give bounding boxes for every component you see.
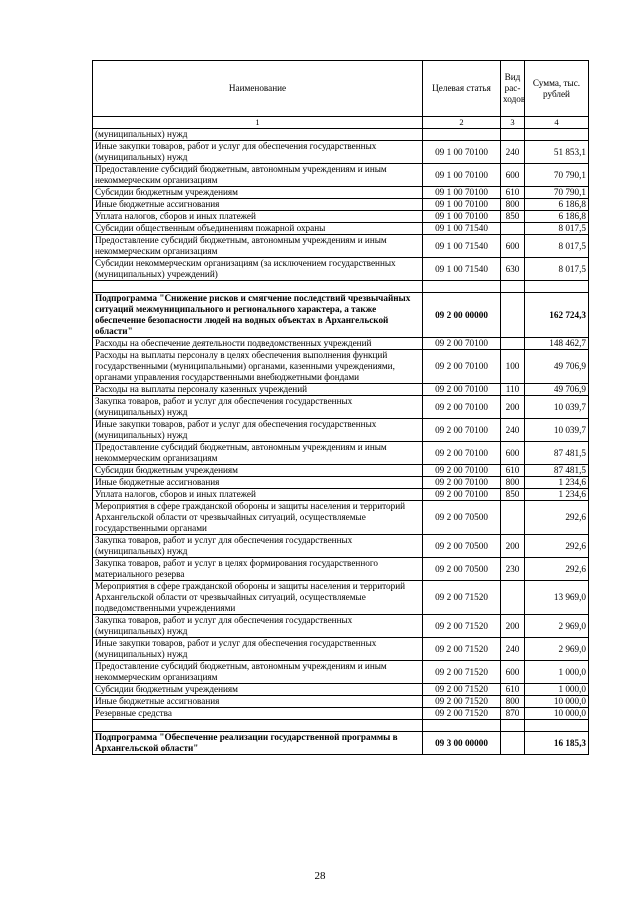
row-sum: 10 039,7 — [525, 396, 589, 419]
row-expense-type: 200 — [501, 615, 525, 638]
row-target-article: 09 1 00 70100 — [423, 187, 501, 199]
row-sum: 8 017,5 — [525, 223, 589, 235]
row-name: Субсидии бюджетным учреждениям — [93, 465, 423, 477]
table-row — [93, 638, 589, 661]
row-expense-type: 200 — [501, 535, 525, 558]
row-expense-type: 870 — [501, 708, 525, 720]
row-target-article: 09 2 00 70100 — [423, 384, 501, 396]
row-target-article: 09 2 00 00000 — [423, 293, 501, 338]
row-sum: 70 790,1 — [525, 164, 589, 187]
table-row — [93, 129, 589, 141]
table-row — [93, 384, 589, 396]
row-expense-type: 600 — [501, 442, 525, 465]
row-target-article: 09 2 00 70500 — [423, 535, 501, 558]
row-expense-type: 240 — [501, 638, 525, 661]
row-target-article: 09 2 00 71520 — [423, 684, 501, 696]
row-target-article: 09 1 00 70100 — [423, 211, 501, 223]
table-row — [93, 558, 589, 581]
row-expense-type — [501, 223, 525, 235]
row-name: Субсидии бюджетным учреждениям — [93, 684, 423, 696]
row-sum: 10 039,7 — [525, 419, 589, 442]
row-expense-type — [501, 281, 525, 293]
row-name — [93, 281, 423, 293]
row-expense-type — [501, 338, 525, 350]
row-name: Расходы на выплаты персоналу казенных учреждений — [93, 384, 423, 396]
row-sum: 292,6 — [525, 558, 589, 581]
row-expense-type: 110 — [501, 384, 525, 396]
table-body — [93, 129, 589, 755]
row-name: Мероприятия в сфере гражданской обороны и защиты населения и территорий Архангельской области от чрезвычайных ситуаций, осуществляемые государственными органами — [93, 501, 423, 535]
row-target-article: 09 1 00 71540 — [423, 258, 501, 281]
row-sum: 162 724,3 — [525, 293, 589, 338]
header-sum: Сумма, тыс. рублей — [525, 61, 589, 117]
row-target-article: 09 2 00 70100 — [423, 489, 501, 501]
table-row — [93, 293, 589, 338]
table-row — [93, 141, 589, 164]
row-name: Иные бюджетные ассигнования — [93, 696, 423, 708]
row-sum: 10 000,0 — [525, 708, 589, 720]
row-target-article: 09 2 00 70500 — [423, 558, 501, 581]
row-target-article — [423, 129, 501, 141]
row-sum — [525, 720, 589, 732]
row-sum: 1 234,6 — [525, 477, 589, 489]
row-name: Расходы на обеспечение деятельности подведомственных учреждений — [93, 338, 423, 350]
row-name: Предоставление субсидий бюджетным, автономным учреждениям и иным некоммерческим организациям — [93, 442, 423, 465]
table-row — [93, 732, 589, 755]
row-expense-type — [501, 732, 525, 755]
row-sum: 70 790,1 — [525, 187, 589, 199]
row-target-article: 09 2 00 71520 — [423, 661, 501, 684]
row-sum: 49 706,9 — [525, 384, 589, 396]
row-expense-type: 200 — [501, 396, 525, 419]
row-name: Подпрограмма "Снижение рисков и смягчение последствий чрезвычайных ситуаций межмуниципального и регионального характера, а также обеспечение безопасности людей на водных объектах в Архангельской области" — [93, 293, 423, 338]
column-number: 4 — [525, 117, 589, 129]
table-row — [93, 281, 589, 293]
row-name: Резервные средства — [93, 708, 423, 720]
row-expense-type: 800 — [501, 477, 525, 489]
row-target-article: 09 2 00 70100 — [423, 442, 501, 465]
row-name: Субсидии некоммерческим организациям (за исключением государственных (муниципальных) учреждений) — [93, 258, 423, 281]
budget-table — [92, 60, 589, 755]
row-expense-type — [501, 501, 525, 535]
row-target-article: 09 2 00 70100 — [423, 338, 501, 350]
row-name: Закупка товаров, работ и услуг для обеспечения государственных (муниципальных) нужд — [93, 615, 423, 638]
row-expense-type: 230 — [501, 558, 525, 581]
row-expense-type: 610 — [501, 187, 525, 199]
row-target-article: 09 2 00 70100 — [423, 477, 501, 489]
table-row — [93, 489, 589, 501]
row-name: Уплата налогов, сборов и иных платежей — [93, 489, 423, 501]
row-target-article: 09 1 00 70100 — [423, 141, 501, 164]
row-sum: 6 186,8 — [525, 211, 589, 223]
row-sum: 13 969,0 — [525, 581, 589, 615]
row-sum: 1 000,0 — [525, 661, 589, 684]
table-row — [93, 199, 589, 211]
row-target-article: 09 2 00 70100 — [423, 396, 501, 419]
row-sum: 148 462,7 — [525, 338, 589, 350]
row-sum: 1 000,0 — [525, 684, 589, 696]
row-target-article: 09 2 00 71520 — [423, 615, 501, 638]
row-target-article: 09 1 00 70100 — [423, 199, 501, 211]
row-sum: 1 234,6 — [525, 489, 589, 501]
row-name: Предоставление субсидий бюджетным, автономным учреждениям и иным некоммерческим организациям — [93, 661, 423, 684]
row-sum: 51 853,1 — [525, 141, 589, 164]
table-row — [93, 501, 589, 535]
row-sum: 292,6 — [525, 535, 589, 558]
table-row — [93, 477, 589, 489]
row-name: Субсидии общественным объединениям пожарной охраны — [93, 223, 423, 235]
table-row — [93, 581, 589, 615]
row-name: Закупка товаров, работ и услуг для обеспечения государственных (муниципальных) нужд — [93, 535, 423, 558]
row-sum: 10 000,0 — [525, 696, 589, 708]
row-sum: 2 969,0 — [525, 615, 589, 638]
table-row — [93, 419, 589, 442]
table-row — [93, 535, 589, 558]
row-target-article: 09 2 00 71520 — [423, 696, 501, 708]
header-name: Наименование — [93, 61, 423, 117]
row-name: Иные бюджетные ассигнования — [93, 199, 423, 211]
row-target-article: 09 2 00 71520 — [423, 708, 501, 720]
row-target-article: 09 2 00 70100 — [423, 419, 501, 442]
table-row — [93, 258, 589, 281]
row-sum: 2 969,0 — [525, 638, 589, 661]
header-target-article: Целевая статья — [423, 61, 501, 117]
row-expense-type: 800 — [501, 696, 525, 708]
table-header-row — [93, 61, 589, 117]
row-name: Закупка товаров, работ и услуг для обеспечения государственных (муниципальных) нужд — [93, 396, 423, 419]
row-name: Подпрограмма "Обеспечение реализации государственной программы в Архангельской области" — [93, 732, 423, 755]
table-row — [93, 235, 589, 258]
row-target-article: 09 2 00 70100 — [423, 350, 501, 384]
row-name: Расходы на выплаты персоналу в целях обеспечения выполнения функций государственными (муниципальными) органами, казенными учреждениями, органами управления государственными внебюджетными фондами — [93, 350, 423, 384]
row-expense-type: 600 — [501, 164, 525, 187]
table-row — [93, 661, 589, 684]
row-name: Уплата налогов, сборов и иных платежей — [93, 211, 423, 223]
row-name: Предоставление субсидий бюджетным, автономным учреждениям и иным некоммерческим организациям — [93, 235, 423, 258]
row-target-article: 09 2 00 71520 — [423, 581, 501, 615]
row-expense-type: 610 — [501, 684, 525, 696]
row-sum: 8 017,5 — [525, 235, 589, 258]
row-expense-type: 240 — [501, 419, 525, 442]
row-expense-type: 850 — [501, 489, 525, 501]
row-target-article: 09 2 00 70100 — [423, 465, 501, 477]
table-row — [93, 684, 589, 696]
table-row — [93, 338, 589, 350]
row-sum: 16 185,3 — [525, 732, 589, 755]
table-row — [93, 708, 589, 720]
row-target-article: 09 2 00 70500 — [423, 501, 501, 535]
column-number: 1 — [93, 117, 423, 129]
table-row — [93, 615, 589, 638]
row-sum: 87 481,5 — [525, 465, 589, 477]
row-expense-type: 800 — [501, 199, 525, 211]
column-number: 2 — [423, 117, 501, 129]
table-row — [93, 465, 589, 477]
column-number-row — [93, 117, 589, 129]
row-expense-type: 630 — [501, 258, 525, 281]
row-expense-type — [501, 720, 525, 732]
row-name — [93, 720, 423, 732]
table-row — [93, 164, 589, 187]
row-sum: 8 017,5 — [525, 258, 589, 281]
row-expense-type: 240 — [501, 141, 525, 164]
row-target-article — [423, 720, 501, 732]
row-target-article: 09 1 00 70100 — [423, 164, 501, 187]
row-name: (муниципальных) нужд — [93, 129, 423, 141]
row-name: Предоставление субсидий бюджетным, автономным учреждениям и иным некоммерческим организациям — [93, 164, 423, 187]
row-sum — [525, 281, 589, 293]
row-expense-type: 610 — [501, 465, 525, 477]
row-expense-type: 850 — [501, 211, 525, 223]
table-row — [93, 350, 589, 384]
row-sum: 49 706,9 — [525, 350, 589, 384]
row-name: Иные закупки товаров, работ и услуг для обеспечения государственных (муниципальных) нужд — [93, 141, 423, 164]
header-expense-type: Вид рас-ходов — [501, 61, 525, 117]
table-row — [93, 223, 589, 235]
row-sum: 292,6 — [525, 501, 589, 535]
table-row — [93, 396, 589, 419]
row-name: Субсидии бюджетным учреждениям — [93, 187, 423, 199]
table-row — [93, 211, 589, 223]
row-expense-type: 600 — [501, 661, 525, 684]
page-number: 28 — [314, 870, 326, 882]
row-name: Закупка товаров, работ и услуг в целях формирования государственного материального резерва — [93, 558, 423, 581]
row-target-article: 09 1 00 71540 — [423, 223, 501, 235]
row-target-article — [423, 281, 501, 293]
row-target-article: 09 3 00 00000 — [423, 732, 501, 755]
row-sum: 87 481,5 — [525, 442, 589, 465]
row-sum: 6 186,8 — [525, 199, 589, 211]
row-target-article: 09 2 00 71520 — [423, 638, 501, 661]
table-row — [93, 696, 589, 708]
row-expense-type — [501, 581, 525, 615]
row-name: Иные закупки товаров, работ и услуг для обеспечения государственных (муниципальных) нужд — [93, 419, 423, 442]
column-number: 3 — [501, 117, 525, 129]
row-name: Иные закупки товаров, работ и услуг для обеспечения государственных (муниципальных) нужд — [93, 638, 423, 661]
row-target-article: 09 1 00 71540 — [423, 235, 501, 258]
table-row — [93, 187, 589, 199]
row-name: Мероприятия в сфере гражданской обороны и защиты населения и территорий Архангельской области от чрезвычайных ситуаций, осуществляемые подведомственными учреждениями — [93, 581, 423, 615]
table-row — [93, 720, 589, 732]
table-row — [93, 442, 589, 465]
row-expense-type: 600 — [501, 235, 525, 258]
row-expense-type — [501, 129, 525, 141]
row-sum — [525, 129, 589, 141]
row-name: Иные бюджетные ассигнования — [93, 477, 423, 489]
row-expense-type — [501, 293, 525, 338]
row-expense-type: 100 — [501, 350, 525, 384]
